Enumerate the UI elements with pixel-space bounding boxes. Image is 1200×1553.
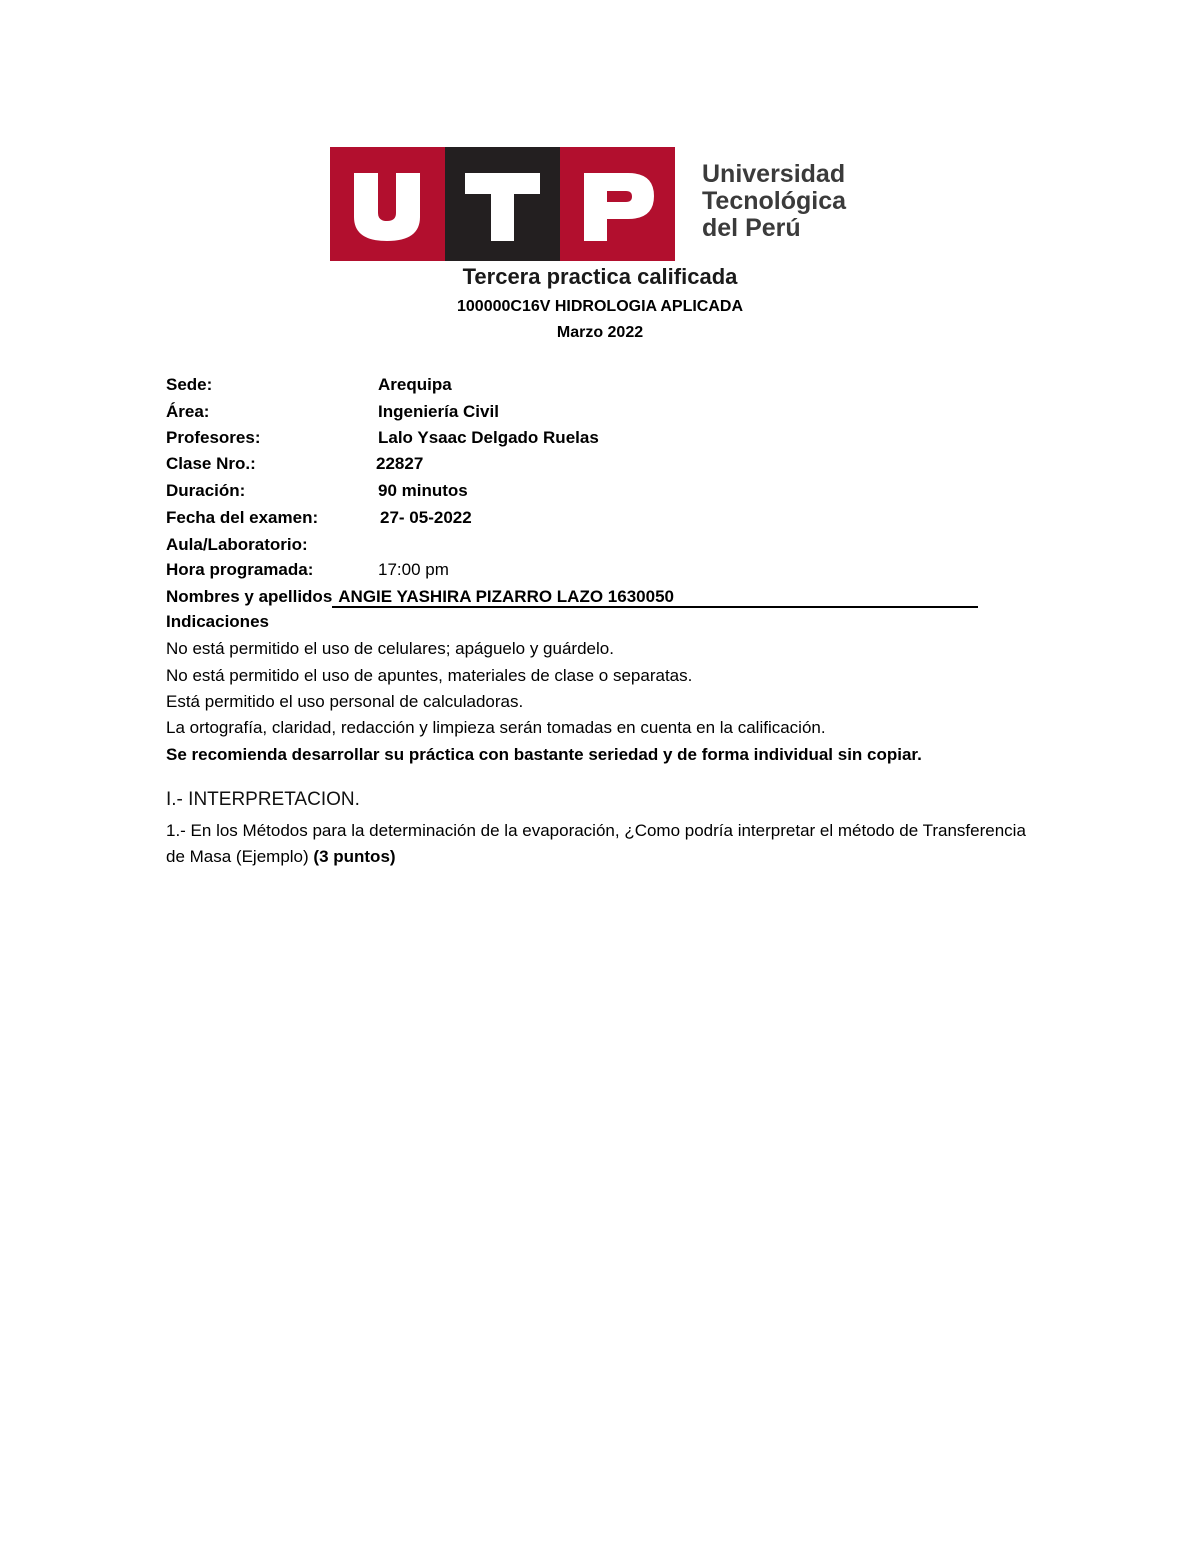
info-label: Aula/Laboratorio: (166, 535, 308, 554)
info-value: 17:00 pm (378, 560, 449, 579)
document-title: Tercera practica calificada (462, 264, 738, 289)
info-value: Arequipa (378, 375, 452, 394)
student-name-label: Nombres y apellidos (166, 587, 333, 606)
info-value: 27- 05-2022 (380, 508, 472, 527)
info-value: 22827 (376, 454, 424, 473)
question-text: 1.- En los Métodos para la determinación de la evaporación, ¿Como podría interpretar el método de Transferencia de Masa (Ejemplo) (166, 821, 1026, 866)
info-value: Ingeniería Civil (378, 402, 499, 421)
indication-item: No está permitido el uso de celulares; apáguelo y guárdelo. (166, 639, 614, 658)
logo-block-p (560, 147, 675, 261)
section-title: I.- INTERPRETACION. (166, 789, 360, 810)
question-1 (166, 818, 1046, 870)
info-label: Área: (166, 402, 210, 421)
info-label: Duración: (166, 481, 246, 500)
logo-wordmark (702, 161, 882, 242)
wordmark-line: del Perú (702, 214, 801, 242)
student-name-value: ANGIE YASHIRA PIZARRO LAZO 1630050 (332, 587, 978, 608)
wordmark-line: Tecnológica (702, 187, 847, 215)
utp-logo (330, 147, 870, 261)
logo-letter-u-icon (330, 147, 445, 261)
info-label: Profesores: (166, 428, 261, 447)
indications-heading: Indicaciones (166, 612, 269, 631)
indication-item: No está permitido el uso de apuntes, materiales de clase o separatas. (166, 666, 693, 685)
logo-letter-p-icon (560, 147, 675, 261)
logo-letter-t-icon (445, 147, 560, 261)
info-value: Lalo Ysaac Delgado Ruelas (378, 428, 599, 447)
logo-block-u (330, 147, 445, 261)
indication-item: Está permitido el uso personal de calculadoras. (166, 692, 524, 711)
indication-item: La ortografía, claridad, redacción y limpieza serán tomadas en cuenta en la calificación. (166, 718, 826, 737)
info-value: 90 minutos (378, 481, 468, 500)
student-name-row (166, 587, 978, 608)
exam-period: Marzo 2022 (556, 324, 644, 341)
info-label: Hora programada: (166, 560, 314, 579)
question-points: (3 puntos) (313, 847, 396, 866)
info-label: Fecha del examen: (166, 508, 319, 527)
info-label: Clase Nro.: (166, 454, 256, 473)
indication-emphasis: Se recomienda desarrollar su práctica con bastante seriedad y de forma individual sin copiar. (166, 745, 922, 764)
logo-block-t (445, 147, 560, 261)
course-name: 100000C16V HIDROLOGIA APLICADA (457, 298, 743, 315)
info-label: Sede: (166, 375, 213, 394)
wordmark-line: Universidad (702, 160, 846, 188)
